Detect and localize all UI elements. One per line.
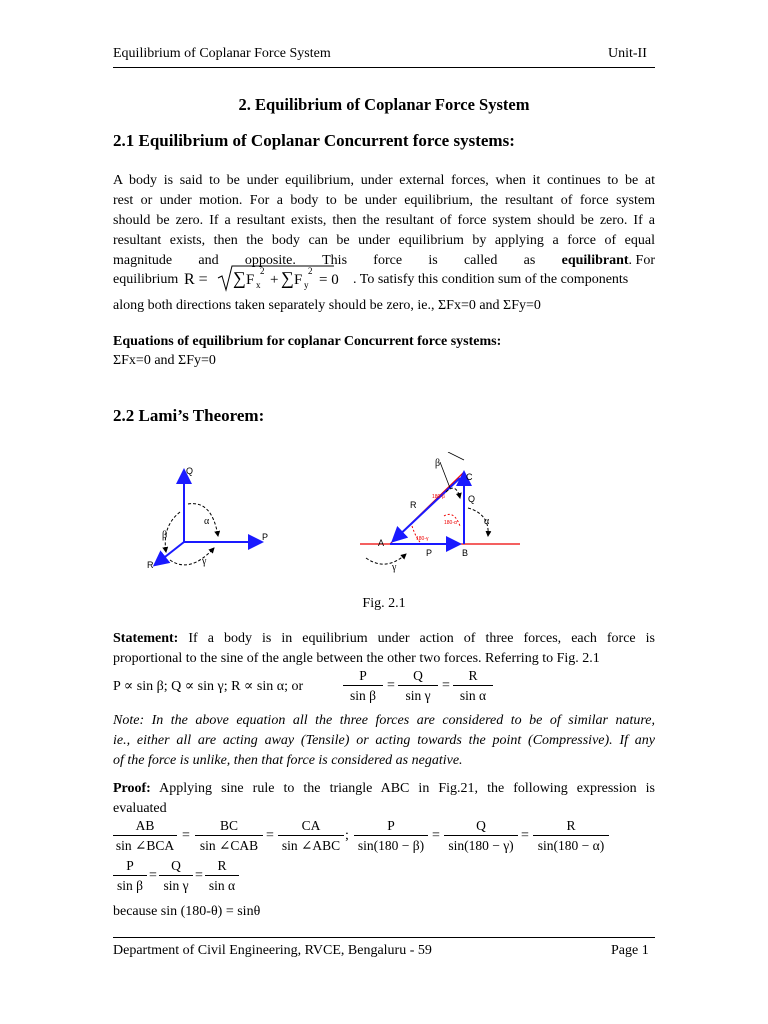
statement-label: Statement:: [113, 631, 179, 646]
svg-text:F: F: [294, 272, 303, 288]
statement-line: If a body is in equilibrium under action of three forces, each force is: [188, 631, 655, 646]
word: force: [373, 253, 403, 268]
word: called: [463, 253, 498, 268]
proof-line: Applying sine rule to the triangle ABC in Fig.21, the following expression is: [159, 781, 655, 796]
resultant-equation: [184, 262, 354, 294]
svg-text:2: 2: [260, 266, 265, 276]
fraction: $\frac{Q}{\text{sin γ}}$: [159, 858, 193, 894]
statement: [113, 629, 655, 669]
fraction: $\frac{R}{\text{sin α}}$: [205, 858, 239, 894]
statement-line: proportional to the sine of the angle between the other two forces. Referring to Fig. 2.1: [113, 651, 600, 666]
label-b: B: [462, 548, 469, 558]
word: . For: [628, 253, 655, 268]
header-rule: [113, 67, 655, 68]
para-line: A body is said to be under equilibrium, under external forces, when it continues to be at: [113, 173, 655, 188]
fraction: $\frac{Q}{\sin(180 - \gamma)}$: [444, 818, 518, 854]
label-gamma: γ: [392, 562, 397, 573]
word: This: [322, 253, 348, 268]
svg-text:F: F: [246, 272, 255, 288]
word: as: [523, 253, 536, 268]
label-r: R: [147, 560, 154, 570]
note-line: Note: In the above equation all the three forces are considered to be of similar nature,: [113, 713, 655, 728]
label-p: P: [262, 532, 269, 542]
fraction: $\frac{R}{\text{sin α}}$: [453, 668, 493, 704]
label-r: R: [410, 500, 417, 510]
proportional-line: P ∝ sin β; Q ∝ sin γ; R ∝ sin α; or: [113, 679, 304, 694]
because-line: because sin (180-θ) = sinθ: [113, 904, 261, 919]
svg-text:∑: ∑: [281, 268, 294, 288]
para-line: should be zero. If a resultant exists, then the resultant of force system should be zero. If a: [113, 213, 655, 228]
svg-text:y: y: [304, 280, 309, 290]
page-title: 2. Equilibrium of Coplanar Force System: [238, 95, 530, 114]
fraction: BC sin ∠CAB: [195, 818, 263, 854]
para-line: resultant exists, then the body can be under equilibrium by applying a force of equal: [113, 233, 655, 248]
note: [113, 711, 655, 771]
footer-rule: [113, 937, 655, 938]
section-2-1-heading: 2.1 Equilibrium of Coplanar Concurrent force systems:: [113, 131, 515, 150]
word: opposite.: [244, 253, 296, 268]
word: is: [428, 253, 438, 268]
footer-left: Department of Civil Engineering, RVCE, Bengaluru - 59: [113, 943, 432, 958]
fraction: AB sin ∠BCA: [113, 818, 177, 854]
svg-text:x: x: [256, 280, 261, 290]
section-2-1-paragraph: [113, 171, 655, 271]
header-left: Equilibrium of Coplanar Force System: [113, 46, 331, 61]
equilibrant-term: equilibrant: [561, 253, 629, 268]
fraction: $\frac{P}{\sin(180 - \beta)}$: [354, 818, 428, 854]
figure-caption: Fig. 2.1: [362, 596, 406, 611]
footer-right: Page 1: [611, 943, 649, 958]
eq-suffix: . To satisfy this condition sum of the components: [353, 272, 629, 287]
label-q: Q: [468, 494, 476, 504]
label-p: P: [426, 548, 433, 558]
proof: [113, 779, 655, 819]
label-alpha: α: [204, 516, 210, 527]
word: and: [198, 253, 219, 268]
header-right: Unit-II: [608, 46, 647, 61]
lami-triangle-diagram: [360, 452, 530, 582]
svg-text:2: 2: [308, 266, 313, 276]
label-beta: β: [162, 530, 168, 541]
fraction: $\frac{P}{\text{sin β}}$: [343, 668, 383, 704]
proof-label: Proof:: [113, 781, 151, 796]
label-180-alpha: 180-α: [444, 520, 457, 526]
lami-force-diagram: [140, 460, 280, 575]
svg-text:∑: ∑: [233, 268, 246, 288]
proof-line: evaluated: [113, 801, 167, 816]
note-line: of the force is unlike, then that force is considered as negative.: [113, 753, 463, 768]
label-c: C: [466, 472, 473, 482]
label-a: A: [378, 538, 385, 548]
label-gamma: γ: [202, 556, 207, 567]
fraction: $\frac{R}{\sin(180 - \alpha)}$: [533, 818, 609, 854]
label-180-beta: 180-β: [432, 494, 445, 500]
fraction: CA sin ∠ABC: [278, 818, 344, 854]
svg-text:= 0: = 0: [319, 272, 339, 288]
label-beta: β: [435, 458, 441, 469]
label-alpha: α: [484, 516, 490, 527]
svg-text:+: +: [270, 272, 279, 288]
label-180-gamma: 180-γ: [416, 536, 429, 542]
equations-line: ΣFx=0 and ΣFy=0: [113, 353, 216, 368]
eq-last-line: along both directions taken separately should be zero, ie., ΣFx=0 and ΣFy=0: [113, 298, 541, 313]
word: magnitude: [113, 253, 173, 268]
para-line: rest or under motion. For a body to be under equilibrium, the resultant of force system: [113, 193, 655, 208]
section-2-2-heading: 2.2 Lami’s Theorem:: [113, 406, 265, 425]
equations-heading: Equations of equilibrium for coplanar Concurrent force systems:: [113, 334, 502, 349]
svg-text:R =: R =: [184, 271, 208, 288]
fraction: $\frac{P}{\text{sin β}}$: [113, 858, 147, 894]
fraction: $\frac{Q}{\text{sin γ}}$: [398, 668, 438, 704]
note-line: ie., either all are acting away (Tensile) or acting towards the point (Compressive). If any: [113, 733, 655, 748]
eq-prefix: equilibrium: [113, 272, 179, 287]
label-q: Q: [186, 466, 194, 476]
